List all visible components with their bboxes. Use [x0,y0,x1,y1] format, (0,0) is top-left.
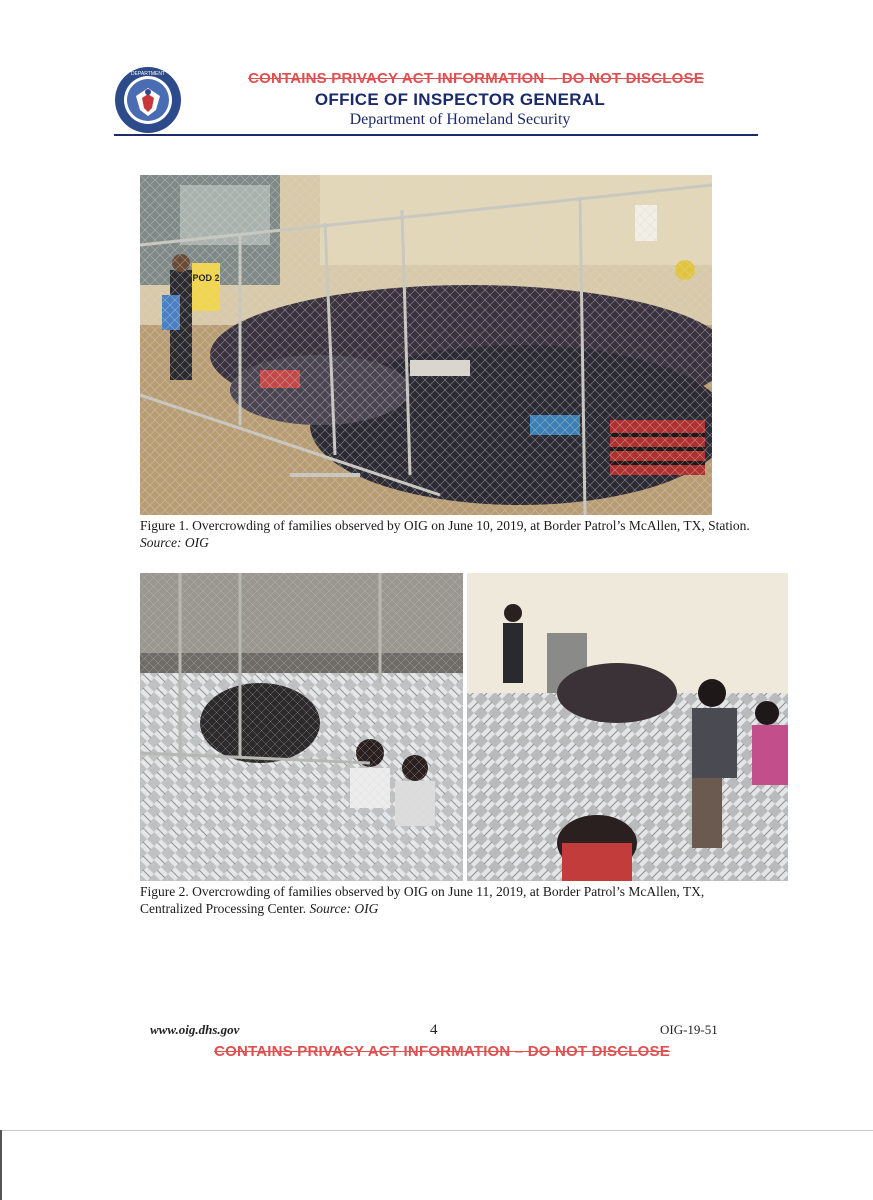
figure1-caption-text: Figure 1. Overcrowding of families observed by OIG on June 10, 2019, at Border Patrol’s McAllen, TX, Station. [140,518,750,533]
figure2-caption-source: Source: OIG [309,901,379,916]
figure2-caption-text: Figure 2. Overcrowding of families observed by OIG on June 11, 2019, at Border Patrol’s McAllen, TX, Centralized Processing Center. [140,884,705,916]
figure2-left-photo [140,573,463,881]
privacy-notice-header: CONTAINS PRIVACY ACT INFORMATION – DO NOT DISCLOSE [248,70,704,87]
header-divider [114,134,758,136]
privacy-notice-footer: CONTAINS PRIVACY ACT INFORMATION – DO NOT DISCLOSE [214,1043,670,1060]
department-name: Department of Homeland Security [349,111,571,128]
footer-page-number: 4 [430,1022,438,1038]
footer-report-number: OIG-19-51 [660,1022,718,1037]
scan-side-mark [0,1130,2,1200]
footer-website: www.oig.dhs.gov [150,1022,240,1037]
figure1-caption-source: Source: OIG [140,535,209,550]
office-title: OFFICE OF INSPECTOR GENERAL [314,90,606,109]
dhs-seal-icon [114,66,182,134]
figure2-right-photo [467,573,788,881]
figure1-photo [140,175,712,515]
figure1-caption [140,517,760,551]
figure2-caption [140,883,760,917]
scan-edge-line [0,1130,873,1131]
svg-text:DEPARTMENT: DEPARTMENT [131,71,165,77]
